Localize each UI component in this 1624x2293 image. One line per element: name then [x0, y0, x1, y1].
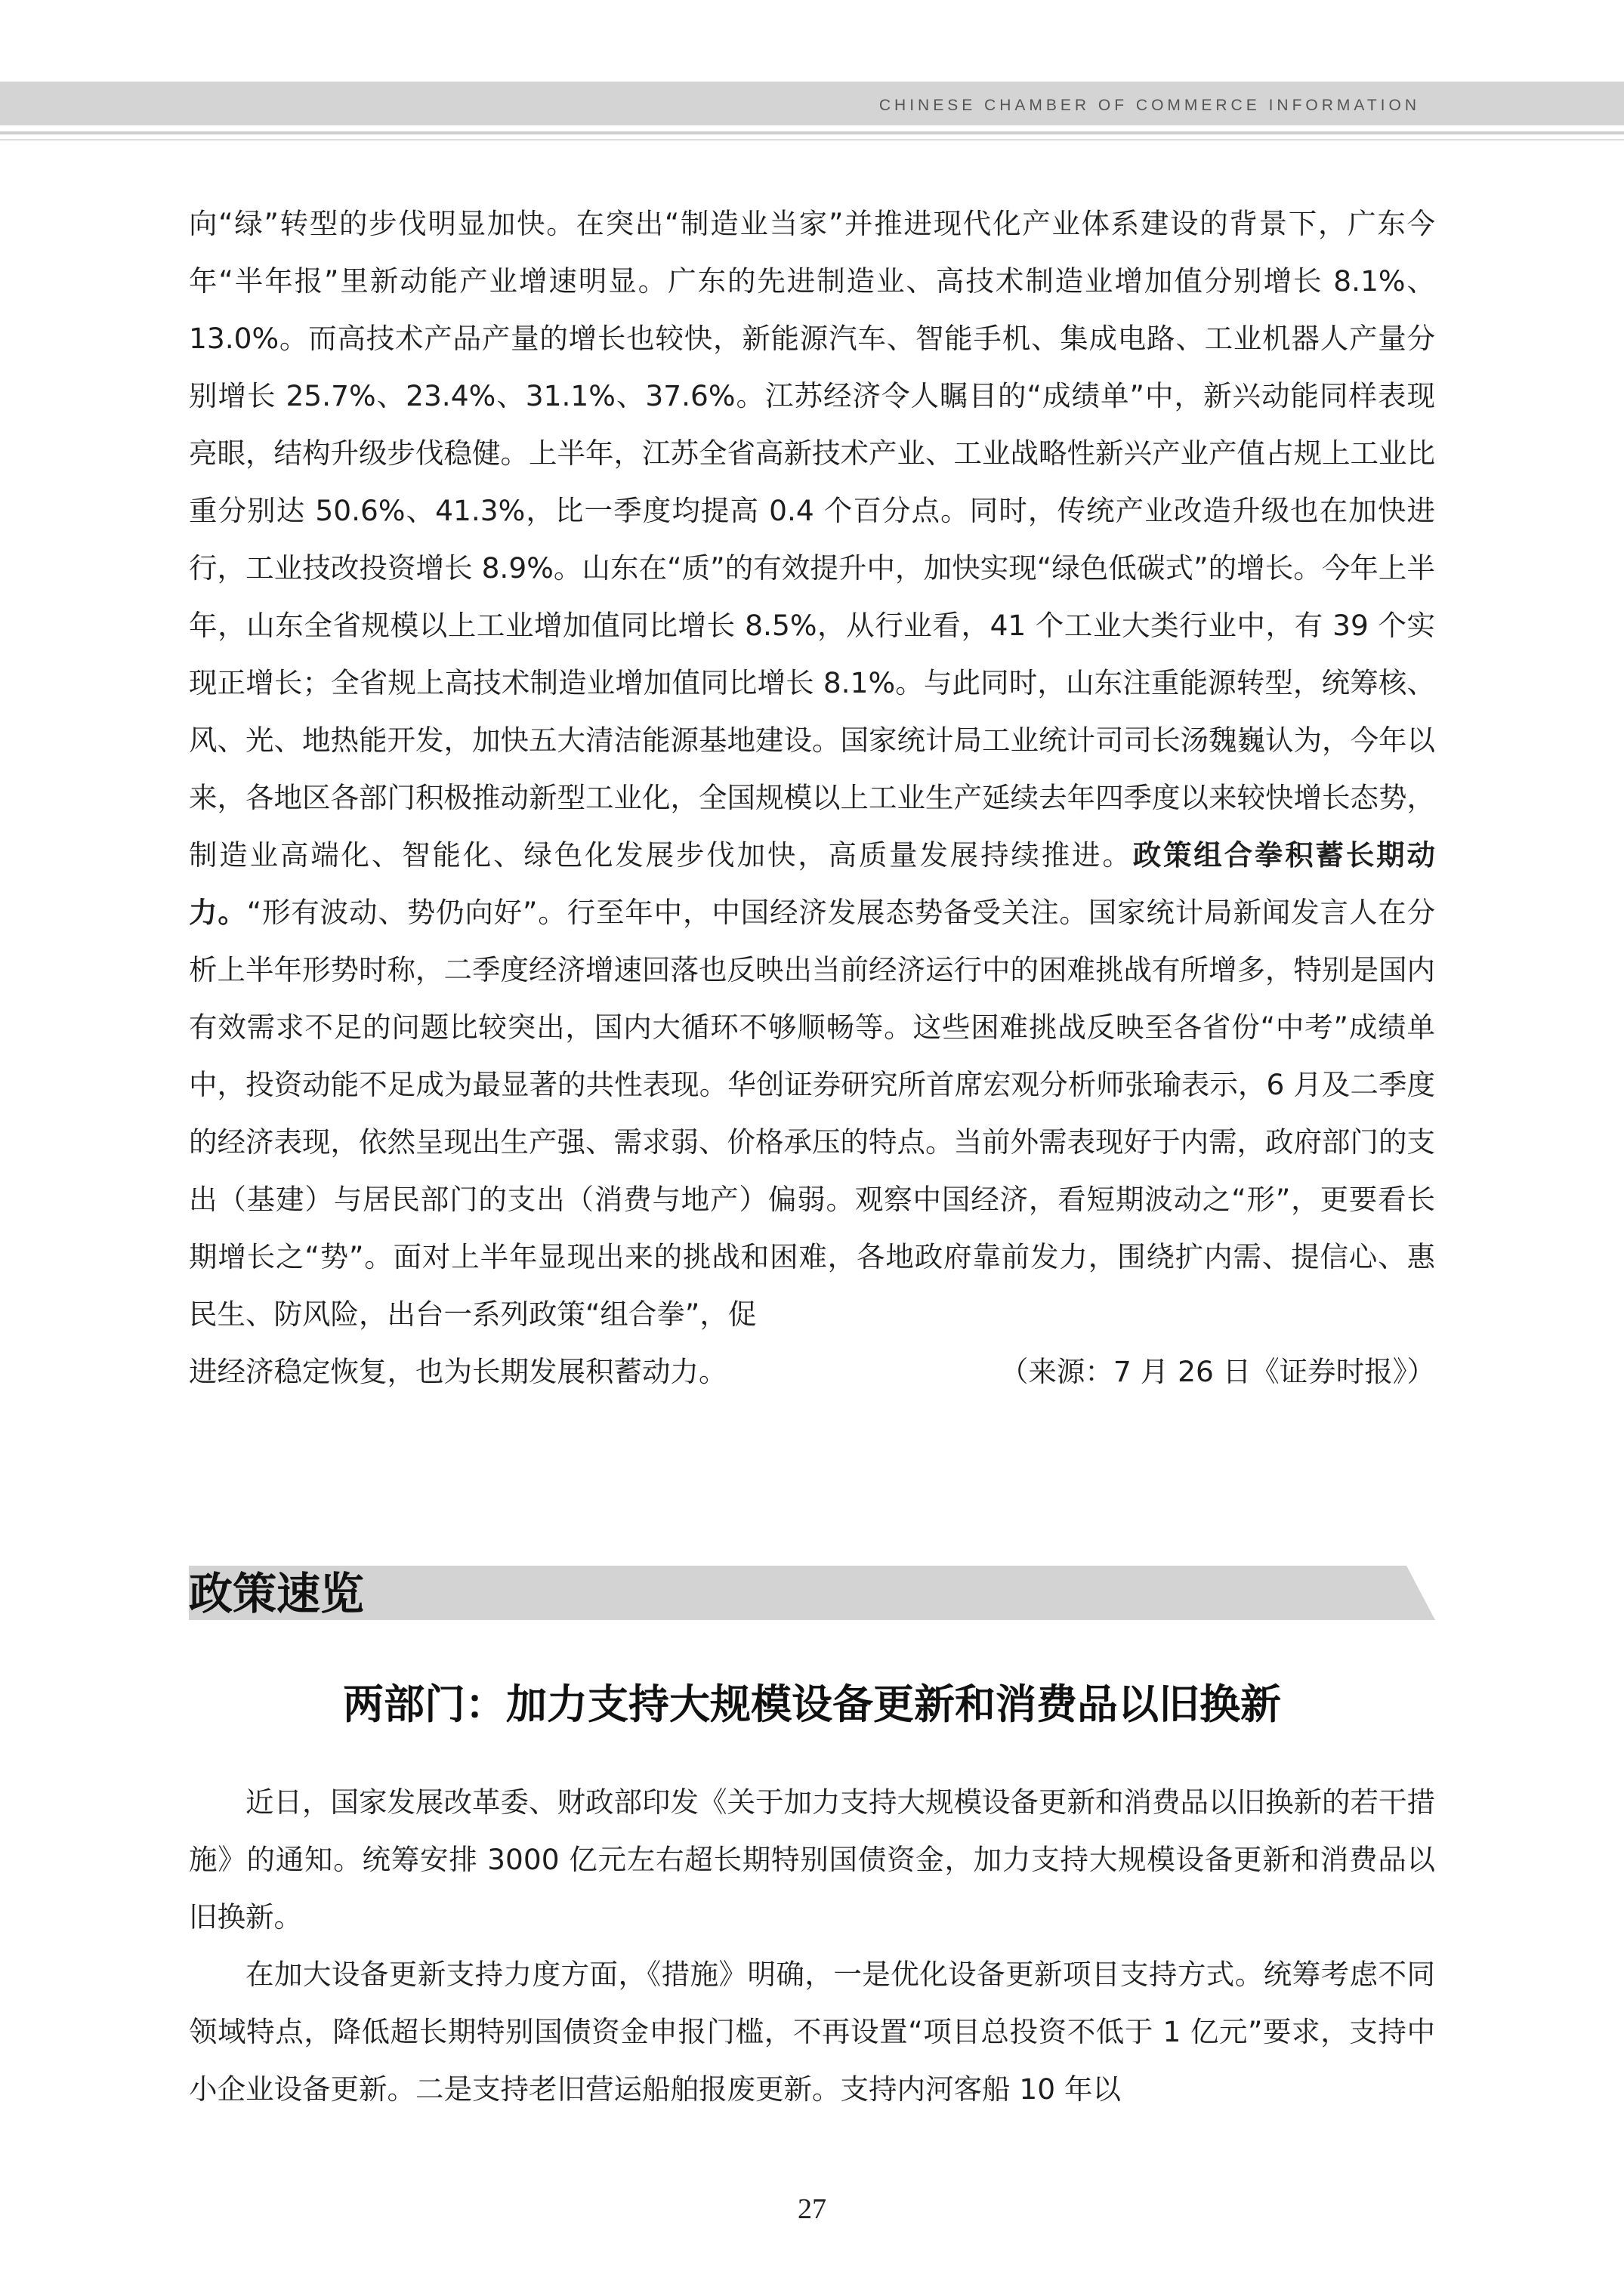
section-title: 政策速览	[189, 1568, 365, 1619]
bold-subheading: 政策组合拳积蓄长期动力。	[189, 838, 1435, 929]
section-banner	[189, 1566, 1435, 1620]
continued-paragraph	[189, 195, 1435, 1343]
continued-article-body	[189, 195, 1435, 1400]
closing-line	[189, 1343, 1435, 1400]
article-body	[189, 1773, 1435, 2118]
paragraph-text: 向“绿”转型的步伐明显加快。在突出“制造业当家”并推进现代化产业体系建设的背景下，广东今年“半年报”里新动能产业增速明显。广东的先进制造业、高技术制造业增加值分别增长 8.1%、13.0%。而高技术产品产量的增长也较快，新能源汽车、智能手机、集成电路、工业机器人产量分别增长 25.7%、23.4%、31.1%、37.6%。江苏经济令人瞩目的“成绩单”中，新兴动能同样表现亮眼，结构升级步伐稳健。上半年，江苏全省高新技术产业、工业战略性新兴产业产值占规上工业比重分别达 50.6%、41.3%，比一季度均提高 0.4 个百分点。同时，传统产业改造升级也在加快进行，工业技改投资增长 8.9%。山东在“质”的有效提升中，加快实现“绿色低碳式”的增长。今年上半年，山东全省规模以上工业增加值同比增长 8.5%，从行业看，41 个工业大类行业中，有 39 个实现正增长；全省规上高技术制造业增加值同比增长 8.1%。与此同时，山东注重能源转型，统筹核、风、光、地热能开发，加快五大清洁能源基地建设。国家统计局工业统计司司长汤魏巍认为，今年以来，各地区各部门积极推动新型工业化，全国规模以上工业生产延续去年四季度以来较快增长态势，制造业高端化、智能化、绿色化发展步伐加快，高质量发展持续推进。	[189, 207, 1435, 872]
source-citation: （来源：7 月 26 日《证券时报》）	[999, 1355, 1435, 1388]
header-divider	[0, 131, 1624, 134]
header-divider-thin	[0, 139, 1624, 140]
article-title: 两部门：加力支持大规模设备更新和消费品以旧换新	[343, 1680, 1281, 1728]
publication-name: CHINESE CHAMBER OF COMMERCE INFORMATION	[878, 97, 1420, 114]
closing-text: 进经济稳定恢复，也为长期发展积蓄动力。	[189, 1355, 727, 1388]
paragraph-text: “形有波动、势仍向好”。行至年中，中国经济发展态势备受关注。国家统计局新闻发言人在分析上半年形势时称，二季度经济增速回落也反映出当前经济运行中的困难挑战有所增多，特别是国内有效需求不足的问题比较突出，国内大循环不够顺畅等。这些困难挑战反映至各省份“中考”成绩单中，投资动能不足成为最显著的共性表现。华创证券研究所首席宏观分析师张瑜表示，6 月及二季度的经济表现，依然呈现出生产强、需求弱、价格承压的特点。当前外需表现好于内需，政府部门的支出（基建）与居民部门的支出（消费与地产）偏弱。观察中国经济，看短期波动之“形”，更要看长期增长之“势”。面对上半年显现出来的挑战和困难，各地政府靠前发力，围绕扩内需、提信心、惠民生、防风险，出台一系列政策“组合拳”，促	[189, 896, 1435, 1331]
article-paragraph: 在加大设备更新支持力度方面，《措施》明确，一是优化设备更新项目支持方式。统筹考虑不同领域特点，降低超长期特别国债资金申报门槛，不再设置“项目总投资不低于 1 亿元”要求，支持中小企业设备更新。二是支持老旧营运船舶报废更新。支持内河客船 10 年以	[189, 1958, 1435, 2106]
article-paragraph: 近日，国家发展改革委、财政部印发《关于加力支持大规模设备更新和消费品以旧换新的若干措施》的通知。统筹安排 3000 亿元左右超长期特别国债资金，加力支持大规模设备更新和消费品以旧换新。	[189, 1785, 1435, 1933]
page-number: 27	[798, 2193, 826, 2225]
